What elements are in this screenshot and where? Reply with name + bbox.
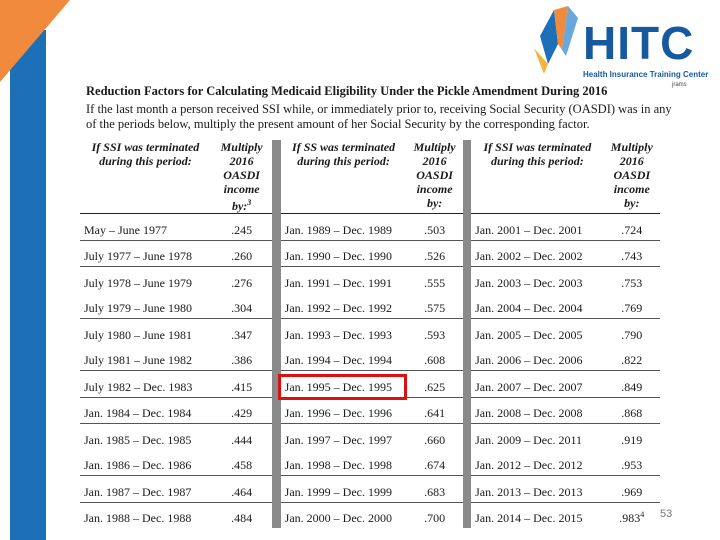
factor-2-cell: [406, 502, 462, 528]
period-3-cell: [471, 319, 603, 345]
factor-2-cell: [406, 476, 462, 503]
table-body: [80, 214, 660, 529]
column-separator: [463, 214, 471, 241]
period-3-cell-text: Jan. 2004 – Dec. 2004: [475, 301, 583, 315]
factor-1-cell-text: .347: [231, 327, 253, 342]
factor-1-cell-text: .444: [231, 432, 253, 447]
logo-subtitle: Health Insurance Training Center: [583, 70, 709, 79]
factor-1-cell: [211, 371, 272, 398]
factor-2-cell-text: .641: [424, 406, 446, 420]
factor-3-cell: [604, 319, 660, 345]
blue-side-stripe: [10, 30, 46, 540]
factor-2-cell-text: .608: [424, 353, 446, 367]
factor-2-cell: [406, 345, 462, 371]
period-1-cell-text: July 1977 – June 1978: [84, 249, 192, 263]
factor-2-cell: [406, 293, 462, 319]
factor-1-cell-text: .276: [231, 275, 253, 290]
period-2-cell-text: Jan. 1996 – Dec. 1996: [284, 406, 392, 420]
period-3-cell: [471, 476, 603, 503]
factor-2-cell-text: .683: [424, 484, 446, 499]
column-separator: [463, 476, 471, 503]
factor-1-cell-text: .304: [231, 301, 253, 315]
factor-2-cell: [406, 319, 462, 345]
factor-2-cell-text: .625: [424, 379, 446, 394]
period-3-cell: [471, 371, 603, 398]
table-row: [80, 240, 660, 267]
table-row: [80, 424, 660, 450]
factor-1-cell-text: .464: [231, 484, 253, 499]
column-separator: [463, 424, 471, 450]
column-separator: [272, 240, 280, 267]
column-separator: [272, 214, 280, 241]
table-row: [80, 502, 660, 528]
factor-2-cell: [406, 397, 462, 424]
period-2-cell: [281, 240, 407, 267]
column-separator: [272, 397, 280, 424]
factor-3-cell-text: .849: [621, 379, 643, 394]
period-2-cell-text: Jan. 2000 – Dec. 2000: [284, 511, 392, 525]
column-separator: [463, 267, 471, 293]
column-separator: [272, 476, 280, 503]
period-3-cell: [471, 450, 603, 476]
period-2-cell: [281, 450, 407, 476]
period-1-cell: [80, 345, 211, 371]
column-separator: [272, 267, 280, 293]
column-separator: [272, 293, 280, 319]
factor-3-cell: [604, 214, 660, 241]
period-2-cell: [281, 476, 407, 503]
period-3-cell-text: Jan. 2005 – Dec. 2005: [475, 327, 583, 342]
column-separator: [463, 345, 471, 371]
period-1-cell-text: Jan. 1986 – Dec. 1986: [84, 458, 192, 472]
column-separator: [272, 450, 280, 476]
factor-1-cell-text: .458: [231, 458, 253, 472]
period-2-cell: [281, 319, 407, 345]
factor-1-cell-text: .260: [231, 249, 253, 263]
document-title: Reduction Factors for Calculating Medicaid Eligibility Under the Pickle Amendment During 2016: [86, 84, 608, 98]
factor-3-cell: [604, 450, 660, 476]
period-2-cell-text: Jan. 1999 – Dec. 1999: [284, 484, 392, 499]
intro-paragraph: If the last month a person received SSI while, or immediately prior to, receiving Social Security (OASDI) was in any of the periods below, multiply the present amount of her Social Security by the corresponding factor.: [86, 102, 672, 131]
period-1-cell: [80, 267, 211, 293]
period-2-cell: [281, 502, 407, 528]
factor-1-cell: [211, 450, 272, 476]
period-1-cell: [80, 214, 211, 241]
period-3-cell: [471, 214, 603, 241]
factor-1-cell: [211, 397, 272, 424]
factor-3-cell: [604, 267, 660, 293]
factor-1-cell-text: .429: [231, 406, 253, 420]
table-row: [80, 267, 660, 293]
factor-1-cell: [211, 476, 272, 503]
factor-2-cell: [406, 450, 462, 476]
factor-2-cell-text: .503: [424, 222, 446, 237]
period-1-cell: [80, 476, 211, 503]
header-factor-1-text: Multiply 2016 OASDI income by:: [220, 140, 263, 213]
period-3-cell: [471, 267, 603, 293]
factor-3-cell-text: .983: [619, 511, 641, 525]
factor-3-cell-text: .953: [621, 458, 643, 472]
highlight-box: [278, 374, 407, 400]
factor-2-cell-text: .674: [424, 458, 446, 472]
period-1-cell: [80, 293, 211, 319]
table-row: [80, 214, 660, 241]
column-separator: [272, 345, 280, 371]
factor-3-cell: [604, 502, 660, 528]
period-2-cell-text: Jan. 1993 – Dec. 1993: [284, 327, 392, 342]
period-2-cell: [281, 214, 407, 241]
factor-2-cell: [406, 240, 462, 267]
period-3-cell-text: Jan. 2003 – Dec. 2003: [475, 275, 583, 290]
factor-1-cell: [211, 345, 272, 371]
factor-3-cell-text: .790: [621, 327, 643, 342]
factor-3-cell: [604, 293, 660, 319]
period-1-cell-text: July 1981 – June 1982: [84, 353, 192, 367]
header-factor-1: [211, 140, 272, 214]
period-1-cell: [80, 319, 211, 345]
header-factor-3: Multiply 2016 OASDI income by:: [604, 140, 660, 214]
reduction-factors-table: [80, 140, 660, 528]
period-3-cell-text: Jan. 2013 – Dec. 2013: [475, 484, 583, 499]
period-2-cell: [281, 424, 407, 450]
factor-2-cell: [406, 424, 462, 450]
factor-3-cell-text: .969: [621, 484, 643, 499]
factor-3-cell-text: .743: [621, 249, 643, 263]
period-1-cell-text: July 1978 – June 1979: [84, 275, 192, 290]
period-1-cell: [80, 240, 211, 267]
period-2-cell: [281, 397, 407, 424]
column-separator: [463, 371, 471, 398]
factor-1-cell: [211, 240, 272, 267]
period-2-cell: [281, 293, 407, 319]
table-row: [80, 397, 660, 424]
factor-footnote: 4: [640, 510, 645, 519]
factor-1-cell-text: .245: [231, 222, 253, 237]
header-period-3: If SSI was terminated during this period:: [471, 140, 603, 214]
header-period-1: If SSI was terminated during this period:: [80, 140, 211, 214]
factor-3-cell: [604, 345, 660, 371]
factor-1-cell: [211, 319, 272, 345]
page-number: 53: [660, 508, 673, 520]
period-3-cell-text: Jan. 2008 – Dec. 2008: [475, 406, 583, 420]
period-3-cell: [471, 293, 603, 319]
column-separator: [463, 502, 471, 528]
factor-3-cell: [604, 397, 660, 424]
table-header-row: [80, 140, 660, 214]
orange-corner-shape: [0, 0, 70, 82]
column-separator: [463, 450, 471, 476]
period-1-cell-text: Jan. 1985 – Dec. 1985: [84, 432, 192, 447]
factor-3-cell: [604, 240, 660, 267]
factor-3-cell-text: .822: [621, 353, 643, 367]
factor-3-cell-text: .724: [621, 222, 643, 237]
factor-2-cell-text: .593: [424, 327, 446, 342]
factor-3-cell-text: .753: [621, 275, 643, 290]
period-1-cell: [80, 371, 211, 398]
column-separator: [463, 240, 471, 267]
factor-1-cell: [211, 267, 272, 293]
period-3-cell: [471, 424, 603, 450]
header-factor-1-footnote: 3: [247, 198, 252, 207]
factor-3-cell: [604, 371, 660, 398]
factor-3-cell-text: .769: [621, 301, 643, 315]
period-2-cell: [281, 345, 407, 371]
period-3-cell-text: Jan. 2009 – Dec. 2011: [475, 432, 583, 447]
column-separator: [463, 397, 471, 424]
period-1-cell-text: July 1980 – June 1981: [84, 327, 192, 342]
period-2-cell-text: Jan. 1989 – Dec. 1989: [284, 222, 392, 237]
factor-2-cell-text: .526: [424, 249, 446, 263]
period-2-cell-text: Jan. 1995 – Dec. 1995: [284, 379, 392, 394]
factor-2-cell-text: .555: [424, 275, 446, 290]
factor-3-cell-text: .868: [621, 406, 643, 420]
period-2-cell-text: Jan. 1994 – Dec. 1994: [284, 353, 392, 367]
column-separator: [463, 293, 471, 319]
period-3-cell-text: Jan. 2001 – Dec. 2001: [475, 222, 583, 237]
period-1-cell-text: Jan. 1984 – Dec. 1984: [84, 406, 192, 420]
period-2-cell-text: Jan. 1998 – Dec. 1998: [284, 458, 392, 472]
factor-3-cell-text: .919: [621, 432, 643, 447]
factor-1-cell-text: .386: [231, 353, 253, 367]
period-1-cell-text: May – June 1977: [84, 222, 167, 237]
factor-2-cell: [406, 214, 462, 241]
factor-1-cell: [211, 214, 272, 241]
factor-2-cell: [406, 267, 462, 293]
period-1-cell-text: July 1979 – June 1980: [84, 301, 192, 315]
column-separator: [272, 502, 280, 528]
factor-1-cell: [211, 502, 272, 528]
logo-small-text: jrams: [672, 82, 687, 88]
factor-3-cell: [604, 476, 660, 503]
period-2-cell: [281, 267, 407, 293]
factor-1-cell: [211, 424, 272, 450]
period-2-cell-text: Jan. 1992 – Dec. 1992: [284, 301, 392, 315]
factor-1-cell-text: .484: [231, 511, 253, 525]
period-3-cell: [471, 502, 603, 528]
period-3-cell: [471, 345, 603, 371]
period-3-cell: [471, 240, 603, 267]
table-row: [80, 319, 660, 345]
period-2-cell-text: Jan. 1991 – Dec. 1991: [284, 275, 392, 290]
factor-2-cell: [406, 371, 462, 398]
period-1-cell: [80, 424, 211, 450]
period-1-cell: [80, 450, 211, 476]
table-row: [80, 345, 660, 371]
header-period-2: If SS was terminated during this period:: [281, 140, 407, 214]
table-row: [80, 450, 660, 476]
period-1-cell-text: Jan. 1987 – Dec. 1987: [84, 484, 192, 499]
period-3-cell-text: Jan. 2012 – Dec. 2012: [475, 458, 583, 472]
column-separator: [272, 424, 280, 450]
period-1-cell-text: July 1982 – Dec. 1983: [84, 379, 193, 394]
period-1-cell: [80, 397, 211, 424]
logo-text: HITC: [583, 17, 695, 69]
factor-3-cell: [604, 424, 660, 450]
column-separator: [463, 140, 471, 214]
factor-1-cell-text: .415: [231, 379, 253, 394]
factor-1-cell: [211, 293, 272, 319]
period-1-cell-text: Jan. 1988 – Dec. 1988: [84, 511, 192, 525]
period-3-cell-text: Jan. 2014 – Dec. 2015: [475, 511, 583, 525]
period-3-cell-text: Jan. 2006 – Dec. 2006: [475, 353, 583, 367]
period-1-cell: [80, 502, 211, 528]
period-3-cell-text: Jan. 2007 – Dec. 2007: [475, 379, 583, 394]
header-factor-2: Multiply 2016 OASDI income by:: [406, 140, 462, 214]
column-separator: [463, 319, 471, 345]
period-2-cell-text: Jan. 1990 – Dec. 1990: [284, 249, 392, 263]
factor-2-cell-text: .575: [424, 301, 446, 315]
column-separator: [272, 319, 280, 345]
factor-2-cell-text: .660: [424, 432, 446, 447]
period-3-cell: [471, 397, 603, 424]
column-separator: [272, 140, 280, 214]
period-2-cell-text: Jan. 1997 – Dec. 1997: [284, 432, 392, 447]
table-row: [80, 476, 660, 503]
table-row: [80, 293, 660, 319]
period-3-cell-text: Jan. 2002 – Dec. 2002: [475, 249, 583, 263]
factor-2-cell-text: .700: [424, 511, 446, 525]
